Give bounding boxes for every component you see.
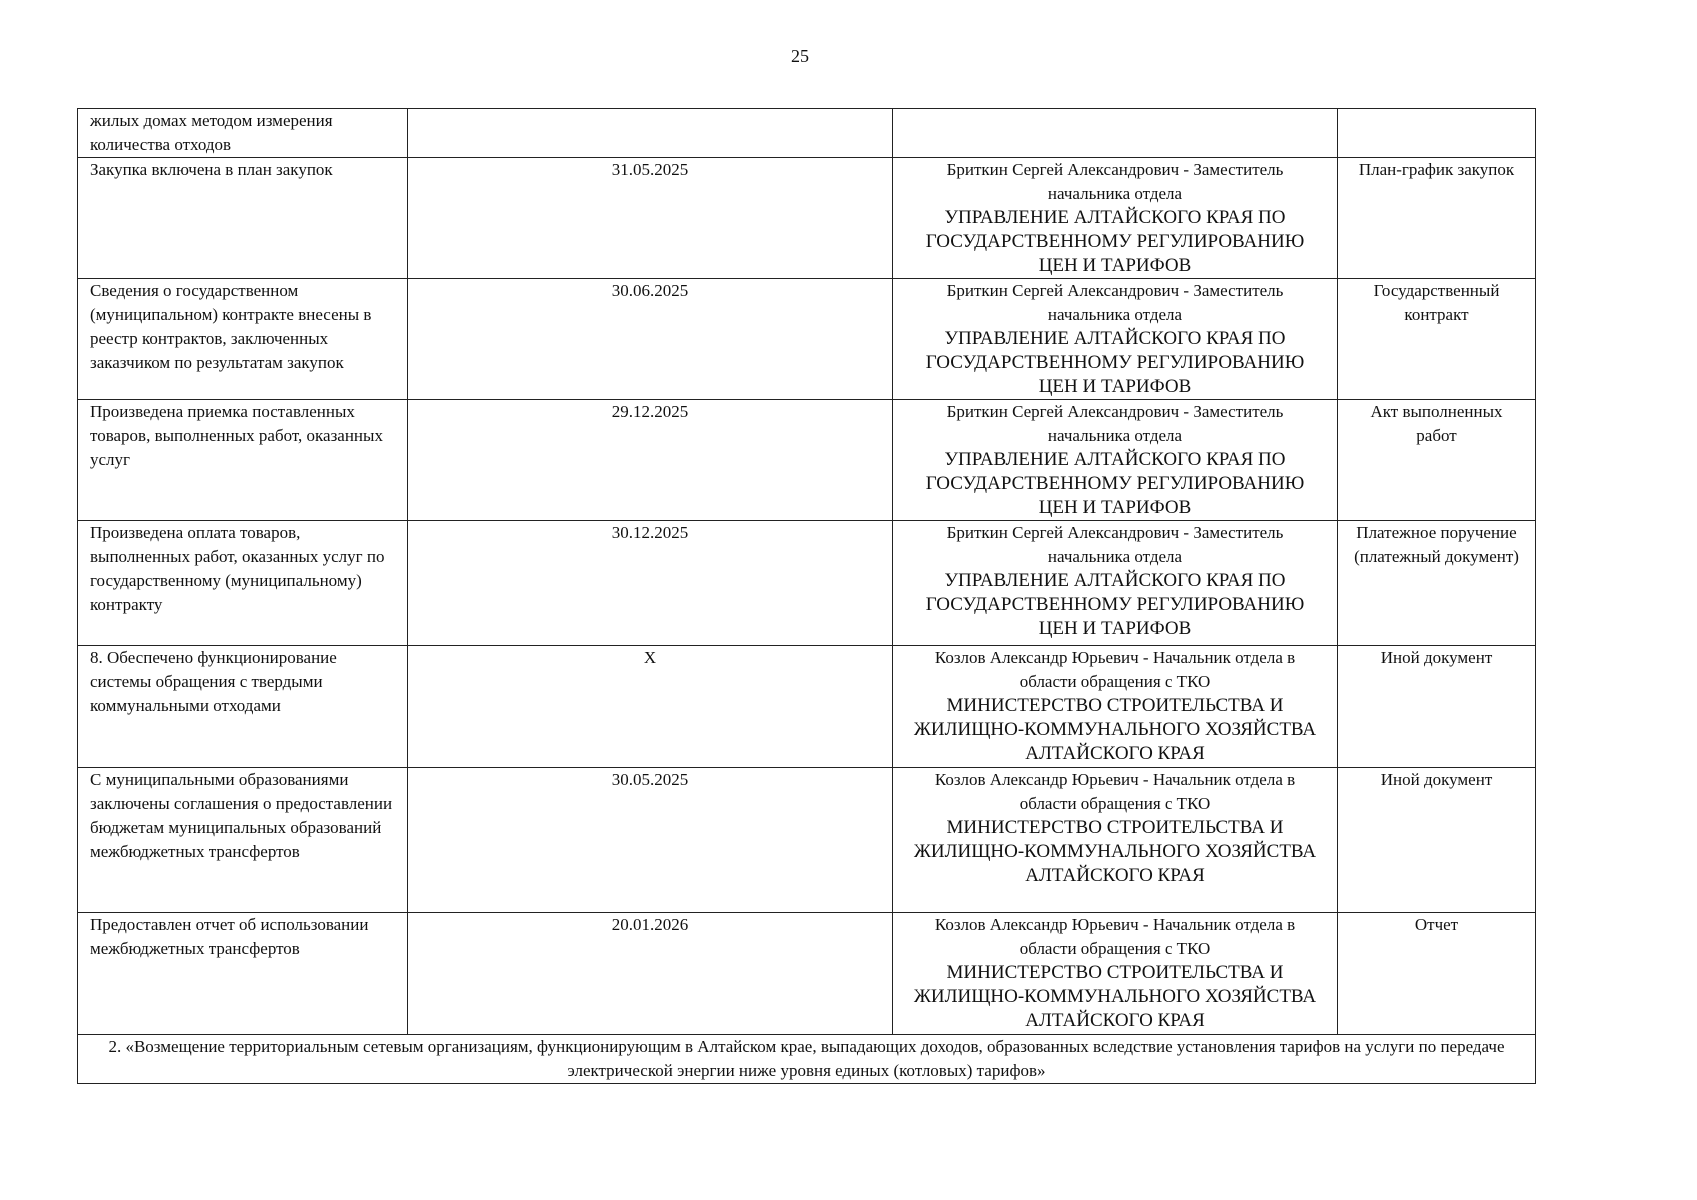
- date-cell: [408, 109, 893, 158]
- responsible-cell: [893, 109, 1338, 158]
- event-cell: Произведена приемка поставленных товаров, выполненных работ, оказанных услуг: [78, 400, 408, 521]
- document-cell: Иной документ: [1338, 646, 1536, 768]
- date-cell: 30.06.2025: [408, 279, 893, 400]
- responsible-organization: УПРАВЛЕНИЕ АЛТАЙСКОГО КРАЯ ПО ГОСУДАРСТВЕННОМУ РЕГУЛИРОВАНИЮ ЦЕН И ТАРИФОВ: [925, 207, 1305, 276]
- responsible-name: Бриткин Сергей Александрович - Заместитель начальника отдела: [946, 402, 1284, 445]
- responsible-cell: [893, 646, 1338, 768]
- responsible-organization: УПРАВЛЕНИЕ АЛТАЙСКОГО КРАЯ ПО ГОСУДАРСТВЕННОМУ РЕГУЛИРОВАНИЮ ЦЕН И ТАРИФОВ: [925, 570, 1305, 639]
- page-number: 25: [791, 46, 809, 66]
- responsible-organization: МИНИСТЕРСТВО СТРОИТЕЛЬСТВА И ЖИЛИЩНО-КОММУНАЛЬНОГО ХОЗЯЙСТВА АЛТАЙСКОГО КРАЯ: [913, 695, 1317, 764]
- date-cell: 29.12.2025: [408, 400, 893, 521]
- table-row: [78, 646, 1536, 768]
- responsible-organization: УПРАВЛЕНИЕ АЛТАЙСКОГО КРАЯ ПО ГОСУДАРСТВЕННОМУ РЕГУЛИРОВАНИЮ ЦЕН И ТАРИФОВ: [925, 449, 1305, 518]
- responsible-name: Козлов Александр Юрьевич - Начальник отдела в области обращения с ТКО: [934, 770, 1296, 813]
- responsible-cell: [893, 158, 1338, 279]
- table-row: [78, 913, 1536, 1035]
- responsible-name: Козлов Александр Юрьевич - Начальник отдела в области обращения с ТКО: [934, 648, 1296, 691]
- responsible-name: Бриткин Сергей Александрович - Заместитель начальника отдела: [946, 160, 1284, 203]
- document-cell: Платежное поручение (платежный документ): [1338, 521, 1536, 646]
- event-cell: Произведена оплата товаров, выполненных работ, оказанных услуг по государственному (муниципальному) контракту: [78, 521, 408, 646]
- table-row: [78, 400, 1536, 521]
- responsible-cell: [893, 279, 1338, 400]
- document-cell: Отчет: [1338, 913, 1536, 1035]
- responsible-cell: [893, 768, 1338, 913]
- document-cell: Государственный контракт: [1338, 279, 1536, 400]
- responsible-name: Козлов Александр Юрьевич - Начальник отдела в области обращения с ТКО: [934, 915, 1296, 958]
- event-cell: Предоставлен отчет об использовании межбюджетных трансфертов: [78, 913, 408, 1035]
- responsible-cell: [893, 913, 1338, 1035]
- document-cell: Акт выполненных работ: [1338, 400, 1536, 521]
- responsible-organization: МИНИСТЕРСТВО СТРОИТЕЛЬСТВА И ЖИЛИЩНО-КОММУНАЛЬНОГО ХОЗЯЙСТВА АЛТАЙСКОГО КРАЯ: [913, 817, 1317, 886]
- section-row: [78, 1035, 1536, 1084]
- date-cell: 20.01.2026: [408, 913, 893, 1035]
- table-row: [78, 521, 1536, 646]
- event-cell: С муниципальными образованиями заключены соглашения о предоставлении бюджетам муниципальных образований межбюджетных трансфертов: [78, 768, 408, 913]
- event-cell: 8. Обеспечено функционирование системы обращения с твердыми коммунальными отходами: [78, 646, 408, 768]
- table-row: [78, 109, 1536, 158]
- date-cell: 30.05.2025: [408, 768, 893, 913]
- responsible-cell: [893, 521, 1338, 646]
- event-cell: Закупка включена в план закупок: [78, 158, 408, 279]
- table-row: [78, 158, 1536, 279]
- date-cell: X: [408, 646, 893, 768]
- section-heading: 2. «Возмещение территориальным сетевым организациям, функционирующим в Алтайском крае, выпадающих доходов, образованных вследствие установления тарифов на услуги по передаче электрической энергии ниже уровня единых (котловых) тарифов»: [78, 1035, 1536, 1084]
- date-cell: 30.12.2025: [408, 521, 893, 646]
- document-cell: Иной документ: [1338, 768, 1536, 913]
- document-cell: [1338, 109, 1536, 158]
- document-cell: План-график закупок: [1338, 158, 1536, 279]
- date-cell: 31.05.2025: [408, 158, 893, 279]
- responsible-organization: УПРАВЛЕНИЕ АЛТАЙСКОГО КРАЯ ПО ГОСУДАРСТВЕННОМУ РЕГУЛИРОВАНИЮ ЦЕН И ТАРИФОВ: [925, 328, 1305, 397]
- event-cell: жилых домах методом измерения количества отходов: [78, 109, 408, 158]
- responsible-name: Бриткин Сергей Александрович - Заместитель начальника отдела: [946, 281, 1284, 324]
- event-cell: Сведения о государственном (муниципальном) контракте внесены в реестр контрактов, заключенных заказчиком по результатам закупок: [78, 279, 408, 400]
- table-row: [78, 279, 1536, 400]
- table-row: [78, 768, 1536, 913]
- responsible-organization: МИНИСТЕРСТВО СТРОИТЕЛЬСТВА И ЖИЛИЩНО-КОММУНАЛЬНОГО ХОЗЯЙСТВА АЛТАЙСКОГО КРАЯ: [913, 962, 1317, 1031]
- control-points-table: [77, 108, 1536, 1084]
- responsible-cell: [893, 400, 1338, 521]
- responsible-name: Бриткин Сергей Александрович - Заместитель начальника отдела: [946, 523, 1284, 566]
